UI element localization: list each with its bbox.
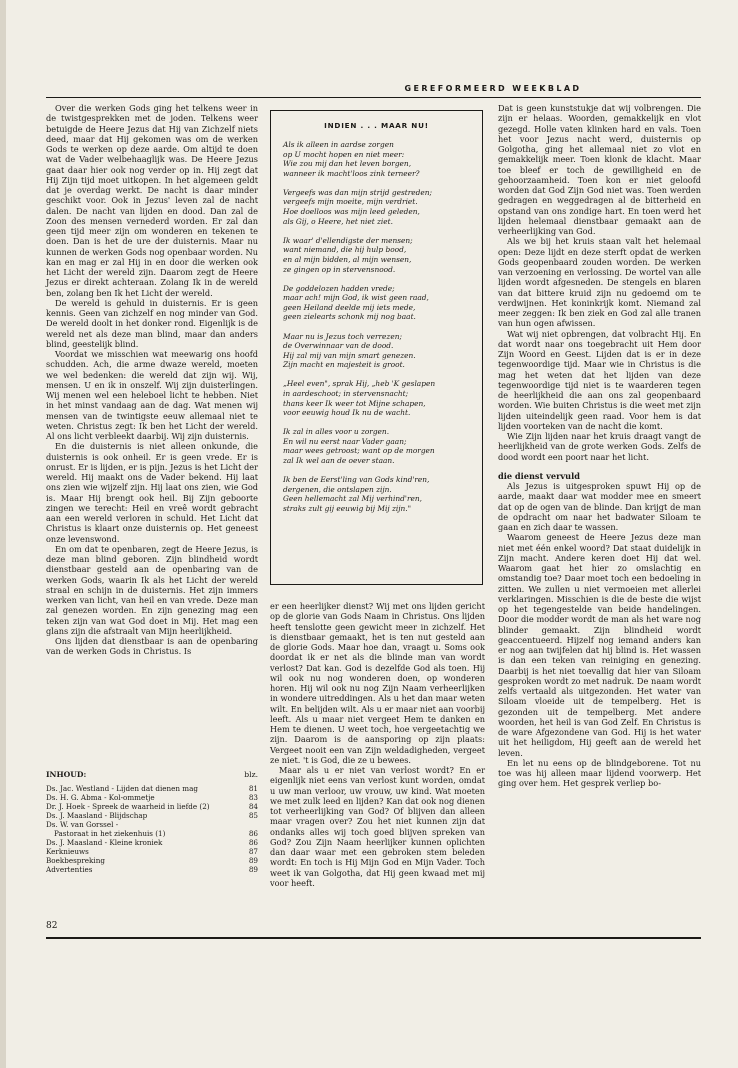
poem-stanza: Als ik alleen in aardse zorgen op U mocht hopen en niet meer: Wie zou mij dan het leven borgen, wanneer ik macht'loos zink terneer? — [283, 140, 420, 178]
right-text-column — [498, 103, 701, 915]
poem-stanza: Ik zal in alles voor u zorgen. En wil nu eerst naar Vader gaan; maar wees getroost; want op de morgen zal Ik wel aan de oever staan. — [283, 427, 435, 466]
toc-title: Ds. H. G. Abma - Kol-ommetje — [46, 793, 155, 802]
paragraph: En die duisternis is niet alleen onkunde, die duisternis is ook onheil. Er is geen vrede. Er is onrust. Er is lijden, er is pijn. Jezus is het Licht der wereld. Hij maakt ons de Vader bekend. Hij laat ons zien wie wijzelf zijn. Hij laat ons zien, wie God is. Maar Hij brengt ook heil. Bij Zijn geboorte zingen we terecht: Heil en vreê wordt gebracht aan een wereld verloren in schuld. Het Licht dat Christus is klaart onze duisternis op. Het geneest onze levenswond. — [46, 441, 258, 544]
paragraph: Voordat we misschien wat meewarig ons hoofd schudden. Ach, die arme dwaze wereld, moeten we wel bedenken: die wereld dat zijn wij. Wij, mensen. U en ik in onszelf. Wij zijn duisterlingen. Wij menen wel een heleboel licht te hebben. Niet in het minst vandaag aan de dag. Wat menen wij mensen van de twintigste eeuw allemaal niet te weten. Christus zegt: Ik ben het Licht der wereld. Al ons licht verbleekt daarbij. Wij zijn duisternis. — [46, 349, 258, 441]
toc-row — [46, 784, 258, 793]
toc-page: 83 — [248, 793, 258, 802]
left-text-column — [46, 103, 258, 759]
toc-page — [240, 820, 258, 829]
paragraph: De wereld is gehuld in duisternis. Er is geen kennis. Geen van zichzelf en nog minder van God. De wereld doolt in het donker rond. Eigenlijk is de wereld net als deze man blind, maar dan anders blind, geestelijk blind. — [46, 297, 258, 349]
poem-box — [270, 110, 483, 585]
toc-row — [46, 811, 258, 820]
toc-title: Ds. Jac. Westland - Lijden dat dienen mag — [46, 784, 199, 793]
paragraph: Dat is geen kunststukje dat wij volbrengen. Die zijn er helaas. Woorden, gemakkelijk en vlot gezegd. Holle vaten klinken hard en vals. Toen het voor Jezus nacht werd, duisternis op Golgotha, ging het allemaal niet zo vlot en gemakkelijk meer. Toen klonk de klacht. Maar toe bleef er toch de gewilligheid en de gehoorzaamheid. Toen kon er niet geloofd worden dat God Zijn God niet was. Toen werden gedragen en weggedragen al de bitterheid en opstand van ons zondige hart. En toen werd het lijden helemaal dienstbaar gemaakt aan de verheerlijking van God. — [498, 103, 701, 236]
footer-divider — [46, 937, 701, 939]
middle-text-column — [270, 601, 485, 923]
toc-row — [46, 838, 258, 847]
toc-page: 89 — [248, 865, 258, 874]
toc-row — [46, 829, 258, 838]
toc-row — [46, 865, 258, 874]
paragraph: Als we bij het kruis staan valt het helemaal open: Deze lijdt en deze sterft opdat de werken Gods geopenbaard zouden worden. De werken van verzoening en verlossing. De wortel van alle lijden wordt afgesneden. De stengels en blaren van dat bittere kruid zijn nu gedoemd om te verdwijnen. Het koninkrijk komt. Niemand zal meer zeggen: Ik ben ziek en God zal alle tranen van hun ogen afwissen. — [498, 236, 701, 329]
toc-title: Kerknieuws — [46, 847, 89, 856]
toc-row — [46, 820, 258, 829]
paragraph: En let nu eens op de blindgeborene. Tot nu toe was hij alleen maar lijdend voorwerp. Het ging over hem. Het gesprek verliep bo- — [498, 757, 701, 789]
poem-stanza: Ik ben de Eerst'ling van Gods kind'ren, dergenen, die ontslapen zijn. Geen hellemacht zal Mij verhind'ren, straks zult gij eeuwig bij Mij zijn." — [283, 475, 430, 513]
toc-title: Pastoraat in het ziekenhuis (1) — [54, 829, 166, 838]
poem-stanza: „Heel even", sprak Hij, „heb 'K geslapen in aardeschoot; in stervensnacht; thans keer Ik weer tot Mijne schapen, voor eeuwig houd Ik nu de wacht. — [283, 379, 436, 418]
contents-title: INHOUD: — [46, 770, 87, 779]
toc-page: 86 — [248, 838, 258, 847]
toc-page: 81 — [248, 784, 258, 793]
toc-page: 89 — [248, 856, 258, 865]
toc-title: Advertenties — [46, 865, 93, 874]
toc-title: Ds. W. van Gorssel - — [46, 820, 119, 829]
paragraph: Ons lijden dat dienstbaar is aan de openbaring van de werken Gods in Christus. Is — [46, 636, 258, 657]
table-of-contents — [46, 770, 258, 874]
paragraph: Wat wij niet opbrengen, dat volbracht Hij. En dat wordt naar ons toegebracht uit Hem door Zijn Woord en Geest. Lijden dat is er in deze tegenwoordige tijd. Maar wie in Christus is die mag het weten dat het lijden van deze tegenwoordige tijd niet is te waarderen tegen de heerlijkheid die aan ons zal geopenbaard worden. Wie buiten Christus is die weet met zijn lijden uiteindelijk geen raad. Voor hem is dat lijden voorteken van de nacht die komt. — [498, 328, 701, 431]
page-fold-shadow — [0, 0, 6, 1068]
toc-title: Ds. J. Maasland - Kleine kroniek — [46, 838, 163, 847]
toc-page: 85 — [248, 811, 258, 820]
toc-title: Ds. J. Maasland - Blijdschap — [46, 811, 148, 820]
paragraph: En om dat te openbaren, zegt de Heere Jezus, is deze man blind geboren. Zijn blindheid wordt dienstbaar gesteld aan de openbaring van de werken Gods, waarin Ik als het Licht der wereld straal en schijn in de duisternis. Het zijn immers werken van licht, van heil en van vrede. Deze man zal genezen worden. En zijn genezing mag een teken zijn van wat God doet in Mij. Het mag een glans zijn die afstraalt van Mijn heerlijkheid. — [46, 543, 258, 636]
poem-stanza: Ik waar' d'ellendigste der mensen; want niemand, die hij hulp bood, en al mijn bidden, al mijn wensen, ze gingen op in stervensnood. — [283, 235, 413, 274]
toc-title: Boekbespreking — [46, 856, 105, 865]
toc-page: 87 — [248, 847, 258, 856]
page-header: GEREFORMEERD WEEKBLAD — [404, 84, 582, 93]
toc-title: Dr. J. Hoek - Spreek de waarheid in liefde (2) — [46, 802, 210, 811]
toc-row — [46, 856, 258, 865]
poem-stanza: De goddelozen hadden vrede; maar ach! mijn God, ik wist geen raad, geen Heiland deelde mij iets mede, geen zielearts schonk mij nog baat. — [283, 283, 429, 322]
paragraph: Als Jezus is uitgesproken spuwt Hij op de aarde, maakt daar wat modder mee en smeert dat op de ogen van de blinde. Dan krijgt de man de opdracht om naar het badwater Siloam te gaan en zich daar te wassen. — [498, 481, 701, 532]
toc-row — [46, 793, 258, 802]
section-heading: die dienst vervuld — [498, 470, 580, 481]
header-divider — [46, 97, 701, 98]
toc-page: 84 — [248, 802, 258, 811]
paragraph: Wie Zijn lijden naar het kruis draagt vangt de heerlijkheid van de grote werken Gods. Zelfs de dood wordt een poort naar het licht. — [498, 431, 701, 462]
paragraph: er een heerlijker dienst? Wij met ons lijden gericht op de glorie van Gods Naam in Christus. Ons lijden heeft tenslotte geen gewicht meer in zichzelf. Het is dienstbaar gemaakt, het is ten nut gesteld aan de glorie Gods. Maar hoe dan, vraagt u. Soms ook doordat ik er net als die blinde man van wordt verlost? Dat kan. God is dezelfde God als toen. Hij wil ook nu nog wonderen doen, op wonderen horen. Hij wil ook nu nog Zijn Naam verheerlijken in wondere uitreddingen. Als u het dan maar weten wilt. En belijden wilt. Als u er maar niet aan voorbij leeft. Als u maar niet vergeet Hem te danken en Hem te dienen. U weet toch, hoe vergeetachtig we zijn. Daarom is de aansporing op zijn plaats: Vergeet nooit een van Zijn weldadigheden, vergeet ze niet. 't is God, die ze u bewees. — [270, 601, 485, 765]
paragraph: Over die werken Gods ging het telkens weer in de twistgesprekken met de joden. Telkens weer betuigde de Heere Jezus dat Hij van Zichzelf niets deed, maar dat Hij gekomen was om de werken Gods te werken op deze aarde. Om altijd te doen wat de Vader welbehaaglijk was. De Heere Jezus gaat daar hier ook nog verder op in. Hij zegt dat Hij Zijn tijd moet uitkopen. In het algemeen geldt dat je overdag werkt. De nacht is daar minder geschikt voor. Ook in Jezus' leven zal de nacht dalen. De nacht van lijden en dood. Dan zal de Zoon des mensen vernederd worden. Er zal dan geen tijd meer zijn om wonderen en tekenen te doen. Dan is het de ure der duisternis. Maar nu kunnen de werken Gods nog openbaar worden. Nu kan en mag er zal Hij in en door die werken ook het Licht der wereld zijn. Daarom zegt de Heere Jezus er direkt achteraan. Zolang Ik in de wereld ben, zolang ben Ik het Licht der wereld. — [46, 103, 258, 298]
toc-page: 86 — [248, 829, 258, 838]
toc-row — [46, 847, 258, 856]
contents-header — [46, 770, 258, 779]
poem-title: INDIEN . . . MAAR NU! — [324, 121, 429, 130]
poem-stanza: Maar nu is Jezus toch verrezen; de Overwinnaar van de dood. Hij zal mij van mijn smart genezen. Zijn macht en majesteit is groot. — [283, 331, 416, 370]
poem-stanza: Vergeefs was dan mijn strijd gestreden; vergeefs mijn moeite, mijn verdriet. Hoe doelloos was mijn leed geleden, als Gij, o Heere, het niet ziet. — [283, 187, 432, 226]
toc-row — [46, 802, 258, 811]
contents-page-label: blz. — [244, 770, 258, 779]
paragraph: Maar als u er niet van verlost wordt? En er eigenlijk niet eens van verlost kunt worden, omdat u uw man verloor, uw vrouw, uw kind. Wat moeten we met zulk leed en lijden? Kan dat ook nog dienen tot verheerlijking van God? Of blijven dan alleen maar vragen over? Zou het niet kunnen zijn dat ondanks alles wij toch goed blijven spreken van God? Zou Zijn Naam heerlijker kunnen oplichten dan daar waar met een gebroken stem beleden wordt: En toch is Hij Mijn God en Mijn Vader. Toch weet ik van Golgotha, dat Hij geen kwaad met mij voor heeft. — [270, 765, 485, 888]
page-number: 82 — [46, 921, 58, 931]
paragraph: Waarom geneest de Heere Jezus deze man niet met één enkel woord? Dat staat duidelijk in Zijn macht. Andere keren doet Hij dat wel. Waarom gaat het hier zo omslachtig en omstandig toe? Daar moet toch een bedoeling in zitten. We zullen u niet vermoeien met allerlei verklaringen. Misschien is die de beste die wijst op het tegengestelde van beide handelingen. Door die modder wordt de man als het ware nog blinder gemaakt. Zijn blindheid wordt geaccentueerd. Hijzelf nog iemand anders kan er nog aan twijfelen dat hij blind is. Het wassen is dan een teken van reiniging en genezing. Daarbij is het niet toevallig dat hier van Siloam gesproken wordt zo met nadruk. De naam wordt zelfs vertaald als uitgezonden. Het water van Siloam vloeide uit de tempelberg. Het is gezonden uit de tempelberg. Met andere woorden, het heil is van God Zelf. En Christus is de ware Afgezondene van God. Hij is het water uit het heiligdom, Hij geeft aan de wereld het leven. — [498, 532, 701, 758]
